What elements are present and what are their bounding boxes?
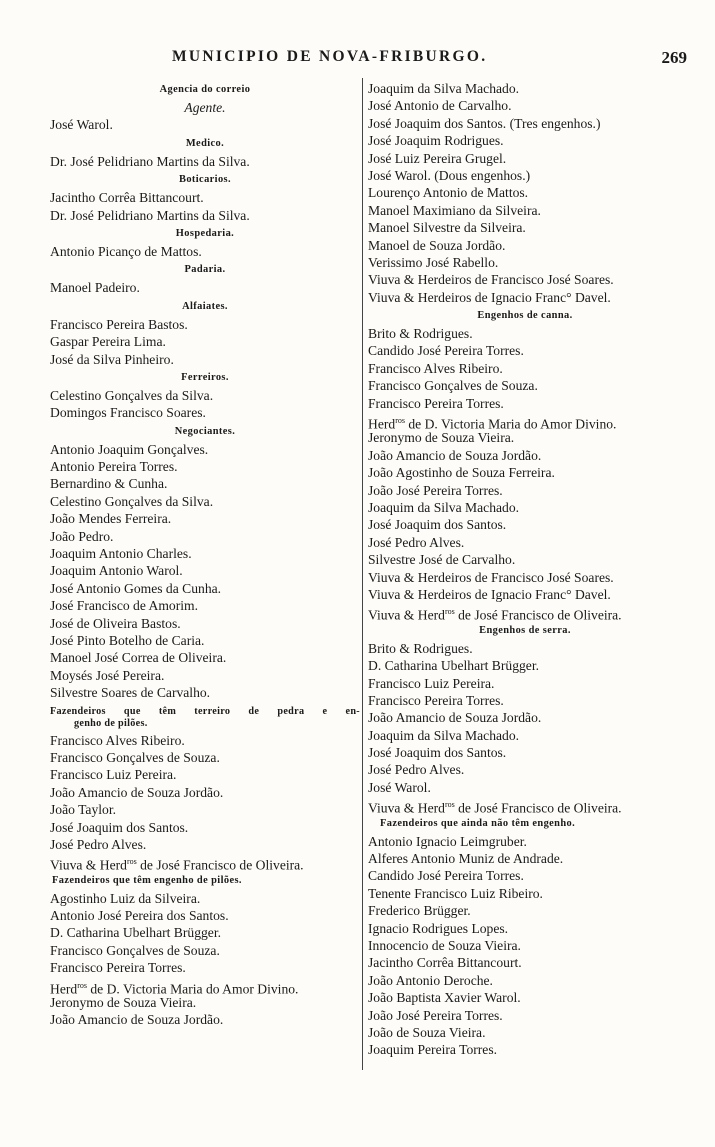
list-item: Francisco Pereira Torres. [368,692,504,708]
list-item: Francisco Alves Ribeiro. [368,360,503,376]
list-item: José Joaquim dos Santos. [368,745,507,761]
list-item: Manoel Padeiro. [50,280,140,296]
list-item: Francisco Pereira Torres. [368,395,504,411]
list-item: Antonio Ignacio Leimgruber. [368,833,527,849]
list-item: Joaquim da Silva Machado. [368,727,520,743]
list-item: Manoel Silvestre da Silveira. [368,220,526,236]
list-item: Dr. José Pelidriano Martins da Silva. [50,207,250,223]
section-heading-padaria: Padaria. [184,264,226,276]
list-item: José Francisco de Amorim. [50,598,198,614]
section-heading-alfaiates: Alfaiates. [182,300,228,312]
section-subheading-agente: Agente. [184,100,226,115]
list-item: Joaquim da Silva Machado. [368,499,520,515]
list-continued-entries [368,80,682,306]
list-item: Antonio José Pereira dos Santos. [50,908,229,924]
section-heading-boticarios: Boticarios. [178,174,231,186]
list-boticarios [50,189,360,224]
list-item: Manoel de Souza Jordão. [368,237,506,253]
list-item: João José Pereira Torres. [368,1007,503,1023]
list-padaria [50,279,360,296]
list-item: Francisco Pereira Bastos. [50,316,188,332]
list-engenhos-serra [368,640,682,814]
list-item: Agostinho Luiz da Silveira. [50,890,201,906]
list-item: João Antonio Deroche. [368,972,493,988]
list-item: Manoel Maximiano da Silveira. [368,202,541,218]
list-item: João Amancio de Souza Jordão. [368,447,542,463]
list-item: João José Pereira Torres. [368,482,503,498]
list-item: Brito & Rodrigues. [368,326,473,342]
list-item: Dr. José Pelidriano Martins da Silva. [50,153,250,169]
section-heading-engenhos-serra: Engenhos de serra. [479,624,571,636]
list-item: José Pedro Alves. [368,762,465,778]
section-heading-medico: Medico. [185,137,225,149]
list-item: José da Silva Pinheiro. [50,351,174,367]
list-item: Candido José Pereira Torres. [368,343,524,359]
heading-line-2: genho de pilões. [74,717,148,729]
list-item: Domingos Francisco Soares. [50,405,206,421]
list-item: João Taylor. [50,802,117,818]
list-item: Viuva & Herdeiros de Francisco José Soares. [368,272,614,288]
list-item: Joaquim Pereira Torres. [368,1042,498,1058]
list-item: Celestino Gonçalves da Silva. [50,387,214,403]
list-negociantes [50,441,360,702]
list-item: Viuva & Herdeiros de Francisco José Soares. [368,569,614,585]
list-item: João Amancio de Souza Jordão. [50,1012,224,1028]
list-item: Joaquim Antonio Warol. [50,563,183,579]
list-item: Manoel José Correa de Oliveira. [50,650,227,666]
list-fazendeiros-engenho-piloes [50,890,360,1029]
section-heading-hospedaria: Hospedaria. [175,227,235,239]
list-item: Silvestre José de Carvalho. [368,552,516,568]
running-title: MUNICIPIO DE NOVA-FRIBURGO. [172,48,488,65]
list-ferreiros [50,387,360,422]
list-alfaiates [50,316,360,368]
list-item: Francisco Gonçalves de Souza. [368,378,538,394]
list-fazendeiros-sem-engenho [368,833,682,1059]
list-item: Herd$^{ros}$ de D. Victoria Maria do Amor Divino. [50,980,299,997]
list-item: Antonio Joaquim Gonçalves. [50,441,209,457]
list-item: Antonio Pereira Torres. [50,459,178,475]
list-item: Joaquim da Silva Machado. [368,81,520,96]
list-item: Tenente Francisco Luiz Ribeiro. [368,885,543,901]
right-column [368,80,682,1059]
list-item: João Agostinho de Souza Ferreira. [368,465,555,481]
list-item: José Luiz Pereira Grugel. [368,150,507,166]
list-item: Antonio Picanço de Mattos. [50,243,202,259]
list-item: Jacintho Corrêa Bittancourt. [368,955,522,971]
list-item: Brito & Rodrigues. [368,640,473,656]
list-item: Ignacio Rodrigues Lopes. [368,920,509,936]
list-item: Viuva & Herd$^{ros}$ de José Francisco de Oliveira. [368,607,622,623]
list-engenhos-canna [368,325,682,621]
section-heading-fazendeiros-sem-engenho: Fazendeiros que ainda não têm engenho. [380,817,576,829]
list-item: Francisco Luiz Pereira. [368,675,495,691]
list-item: João Pedro. [50,528,114,544]
section-heading-fazendeiros-terreiro [50,702,360,732]
section-heading-agencia: Agencia do correio [159,84,251,95]
list-agencia [50,116,360,133]
list-item: José Joaquim dos Santos. [50,819,189,835]
section-heading-engenhos-canna: Engenhos de canna. [477,310,573,322]
list-item: Frederico Brügger. [368,903,471,919]
list-item: João Baptista Xavier Warol. [368,990,521,1006]
list-item: Viuva & Herd$^{ros}$ de José Francisco de Oliveira. [368,800,622,816]
list-item: Moysés José Pereira. [50,667,165,683]
list-item: Celestino Gonçalves da Silva. [50,493,214,509]
list-item: José Warol. [368,779,431,795]
list-item: João Amancio de Souza Jordão. [50,784,224,800]
list-item: Candido José Pereira Torres. [368,868,524,884]
list-item: Viuva & Herd$^{ros}$ de José Francisco de Oliveira. [50,857,304,873]
list-item: Joaquim Antonio Charles. [50,546,192,562]
list-item: José Warol. [50,117,113,133]
section-heading-ferreiros: Ferreiros. [181,371,229,383]
list-item: Gaspar Pereira Lima. [50,334,166,350]
list-item: João de Souza Vieira. [368,1024,486,1040]
list-item: João Mendes Ferreira. [50,511,172,527]
list-item: Bernardino & Cunha. [50,476,168,492]
list-item: Silvestre Soares de Carvalho. [50,685,211,701]
list-item: Francisco Pereira Torres. [50,960,186,976]
list-item: Francisco Alves Ribeiro. [50,732,185,748]
list-fazendeiros-terreiro [50,732,360,871]
left-column [50,80,360,1029]
list-item: Verissimo José Rabello. [368,254,499,270]
list-item: D. Catharina Ubelhart Brügger. [368,658,540,674]
page-header [172,48,687,70]
list-item: Francisco Luiz Pereira. [50,767,177,783]
section-heading-negociantes: Negociantes. [174,425,236,437]
column-divider [362,78,363,1070]
list-item: João Amancio de Souza Jordão. [368,710,542,726]
list-medico [50,153,360,170]
heading-line-1: Fazendeiros que têm terreiro de pedra e en- [50,705,360,717]
list-item: Jeronymo de Souza Vieira. [368,430,515,446]
list-item: José Warol. (Dous engenhos.) [368,167,531,183]
list-item: Jacintho Corrêa Bittancourt. [50,190,204,206]
list-item: Viuva & Herdeiros de Ignacio Franc° Davel. [368,586,611,602]
list-item: José Antonio de Carvalho. [368,98,512,114]
list-item: José Pinto Botelho de Caria. [50,632,205,648]
page-number: 269 [661,48,687,67]
list-item: D. Catharina Ubelhart Brügger. [50,925,222,941]
list-item: José Joaquim dos Santos. [368,517,507,533]
list-item: José Pedro Alves. [368,534,465,550]
list-hospedaria [50,243,360,260]
list-item: Francisco Gonçalves de Souza. [50,942,220,958]
list-item: José Antonio Gomes da Cunha. [50,580,222,596]
list-item: Lourenço Antonio de Mattos. [368,185,529,201]
list-item: José de Oliveira Bastos. [50,615,181,631]
list-item: José Joaquim dos Santos. (Tres engenhos.) [368,115,601,131]
list-item: José Pedro Alves. [50,836,147,852]
list-item: Herd$^{ros}$ de D. Victoria Maria do Amor Divino. [368,416,617,432]
list-item: José Joaquim Rodrigues. [368,133,504,149]
list-item: Innocencio de Souza Vieira. [368,937,521,953]
list-item: Viuva & Herdeiros de Ignacio Franc° Davel. [368,289,611,305]
section-heading-fazendeiros-engenho-piloes: Fazendeiros que têm engenho de pilões. [52,874,242,886]
list-item: Francisco Gonçalves de Souza. [50,749,220,765]
list-item: Alferes Antonio Muniz de Andrade. [368,851,564,867]
list-item: Jeronymo de Souza Vieira. [50,995,197,1011]
